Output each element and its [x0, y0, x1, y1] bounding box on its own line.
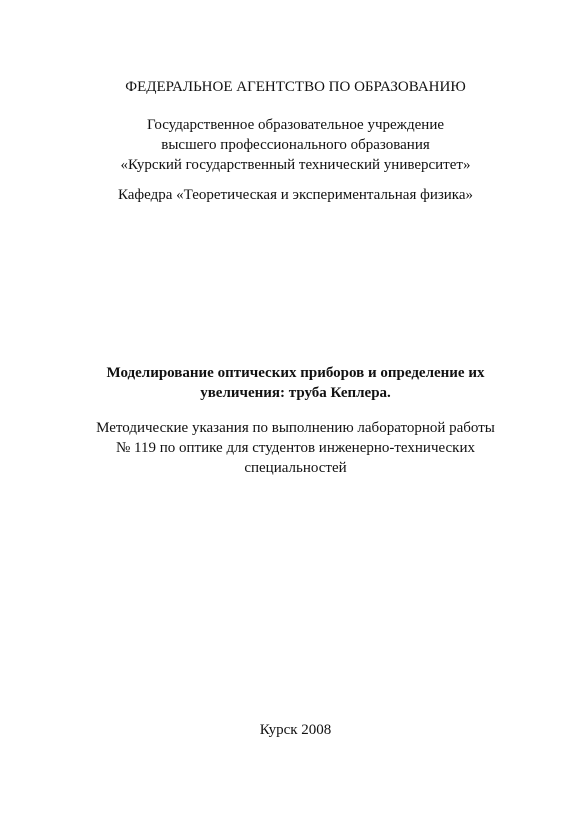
- institution-line-3: «Курский государственный технический университет»: [120, 157, 471, 173]
- institution-line-2: высшего профессионального образования: [161, 137, 430, 153]
- institution-line-1: Государственное образовательное учреждение: [146, 117, 445, 133]
- description-line-3: специальностей: [244, 460, 347, 476]
- agency-header: [40, 77, 551, 97]
- title-line-2: увеличения: труба Кеплера.: [200, 385, 391, 401]
- department-block: [40, 185, 551, 205]
- agency-line: ФЕДЕРАЛЬНОЕ АГЕНТСТВО ПО ОБРАЗОВАНИЮ: [125, 79, 466, 95]
- title-line-1: Моделирование оптических приборов и определение их: [106, 365, 485, 381]
- description-line-1: Методические указания по выполнению лабораторной работы: [96, 420, 495, 436]
- city-year: [40, 720, 551, 740]
- document-description: [40, 418, 551, 478]
- institution-block: [40, 115, 551, 175]
- description-line-2: № 119 по оптике для студентов инженерно-технических: [115, 440, 475, 456]
- document-title: [40, 363, 551, 403]
- department-line: Кафедра «Теоретическая и экспериментальная физика»: [117, 187, 474, 203]
- city-year-line: Курск 2008: [259, 722, 332, 738]
